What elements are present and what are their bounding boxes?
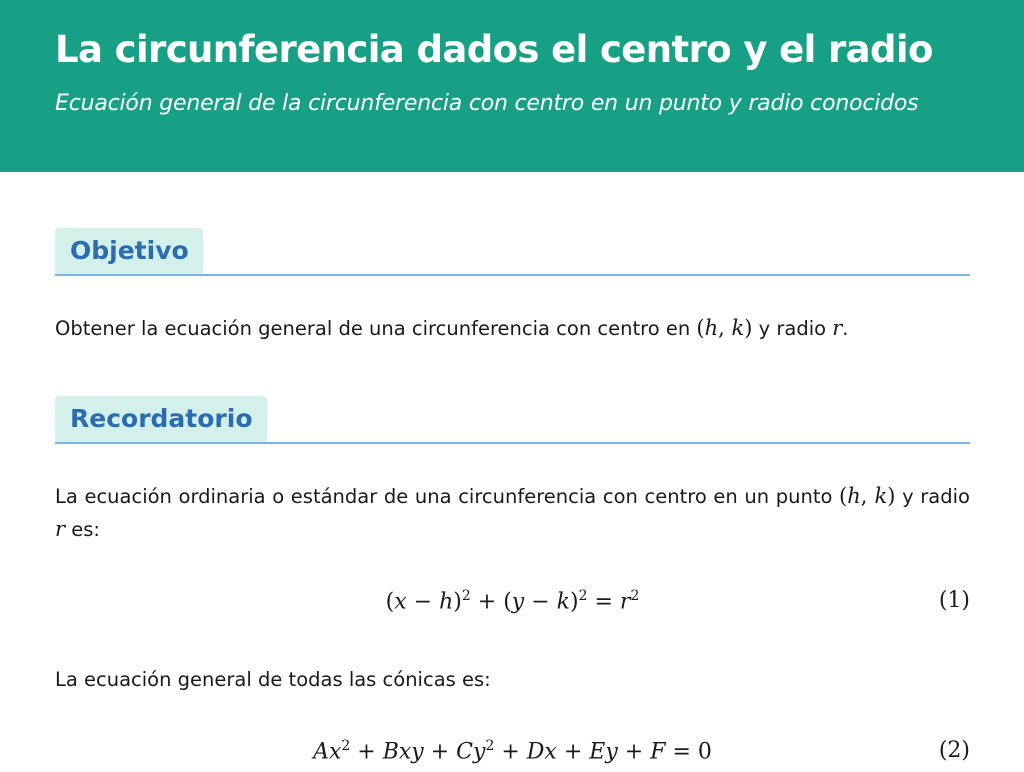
objetivo-text-before: Obtener la ecuación general de una circunferencia con centro en (55, 317, 697, 340)
equation-2-tag: (2) (938, 738, 970, 763)
recordatorio-p1-middle: y radio (895, 485, 970, 508)
section-heading-recordatorio: Recordatorio (55, 396, 267, 442)
equation-1-formula: $(x - h)^2 + (y - k)^2 = r^2$ (385, 588, 640, 615)
recordatorio-p1-before: La ecuación ordinaria o estándar de una circunferencia con centro en un punto (55, 485, 840, 508)
math-center: (h, k) (696, 316, 753, 340)
equation-1-tag: (1) (938, 588, 970, 613)
math-center: (h, k) (839, 484, 896, 508)
objetivo-paragraph (55, 312, 970, 345)
equation-2-formula: Ax$^2$ + Bxy + $Cy^2 + Dx + Ey + F = 0$ (313, 738, 712, 765)
objetivo-text-middle: y radio (752, 317, 833, 340)
recordatorio-paragraph-2: La ecuación general de todas las cónicas es: (55, 668, 491, 691)
page-header (0, 0, 1024, 172)
recordatorio-paragraph-1 (55, 480, 970, 546)
section-heading-objetivo: Objetivo (55, 228, 203, 274)
page-subtitle: Ecuación general de la circunferencia con centro en un punto y radio conocidos (55, 91, 919, 116)
page-title: La circunferencia dados el centro y el radio (55, 28, 933, 71)
recordatorio-p1-after: es: (65, 518, 100, 541)
section-objetivo-header (55, 228, 970, 276)
math-radius: r (832, 316, 843, 340)
math-radius: r (55, 517, 66, 541)
equation-2 (55, 738, 970, 772)
equation-1 (55, 588, 970, 622)
section-recordatorio-header (55, 396, 970, 444)
objetivo-text-after: . (842, 317, 849, 340)
